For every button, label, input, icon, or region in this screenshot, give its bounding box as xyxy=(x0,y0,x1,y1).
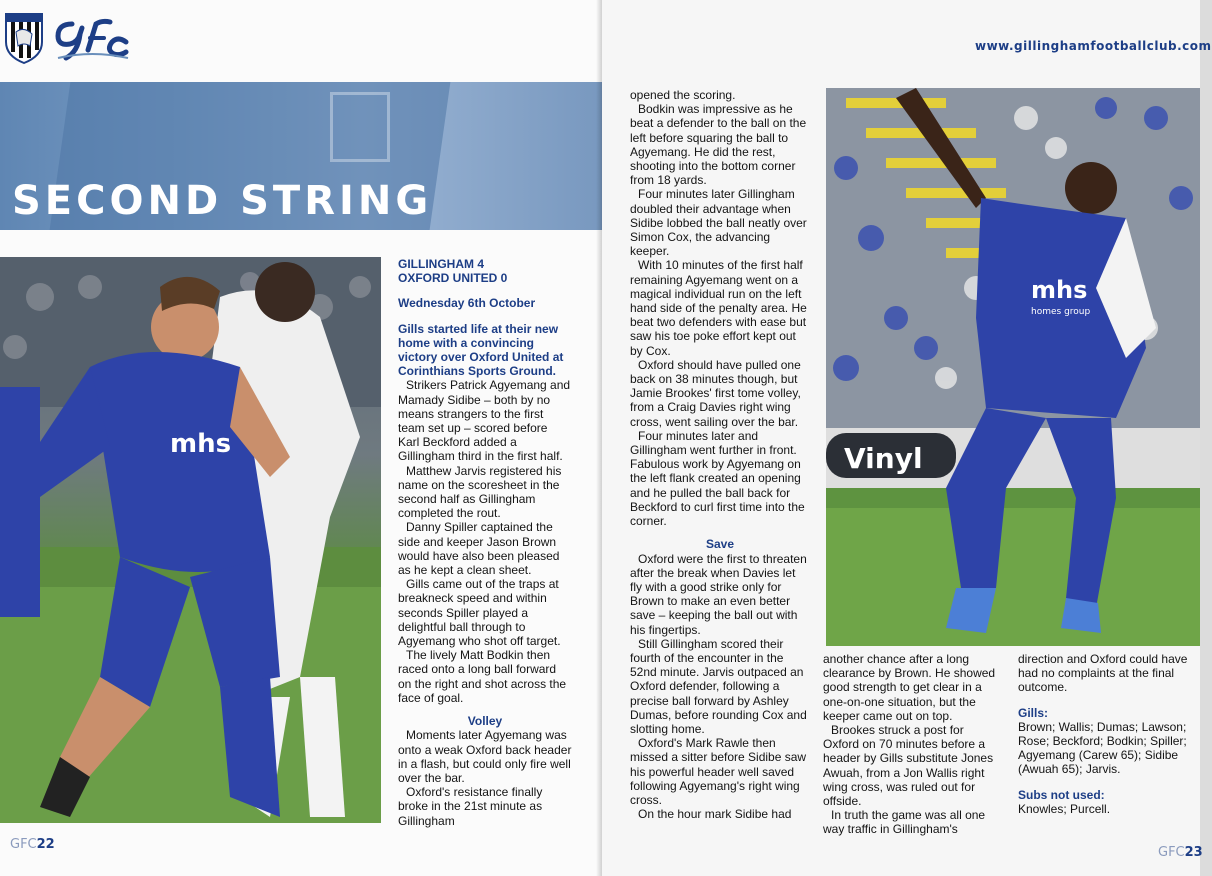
article-paragraph: another chance after a long clearance by Brown. He showed good strength to get clear in a one-on-one situation, but the keeper came out on top. xyxy=(823,652,996,723)
article-paragraph: With 10 minutes of the first half remaining Agyemang went on a magical individual run on the left hand side of the penalty area. He beat two defenders with ease but saw his toe poke effort kept out by Cox. xyxy=(630,258,807,358)
article-column-2 xyxy=(630,88,810,821)
celebration-photo xyxy=(826,88,1200,646)
article-paragraph: Oxford's resistance finally broke in the 21st minute as Gillingham xyxy=(398,785,543,828)
article-column-1 xyxy=(398,257,572,828)
shirt-sponsor-subtitle: homes group xyxy=(1031,307,1091,317)
article-paragraph: Brookes struck a post for Oxford on 70 minutes before a header by Gills substitute Jones Awuah, from a Jon Wallis right wing cross, was ruled out for offside. xyxy=(823,723,994,809)
celebration-illustration xyxy=(826,88,1200,646)
match-action-photo xyxy=(0,257,381,823)
article-lead: Gills started life at their new home with a convincing victory over Oxford United at Corinthians Sports Ground. xyxy=(398,321,564,379)
article-paragraph: Oxford were the first to threaten after the break when Davies let fly with a good strike only for Brown to make an even better save – keeping the ball out with his fingertips. xyxy=(630,551,807,637)
article-paragraph: On the hour mark Sidibe had xyxy=(638,807,792,822)
website-url: www.gillinghamfootballclub.com xyxy=(975,39,1212,53)
club-crest-icon xyxy=(4,12,44,64)
article-paragraph: Oxford should have pulled one back on 38 minutes though, but Jamie Brookes' first tome volley, from a Craig Davies right wing cross, went sailing over the bar. xyxy=(630,357,801,429)
article-paragraph: Four minutes later Gillingham doubled their advantage when Sidibe lobbed the ball neatly over Simon Cox, the advancing keeper. xyxy=(630,187,807,259)
match-date: Wednesday 6th October xyxy=(398,296,536,311)
page-title: SECOND STRING xyxy=(12,178,433,224)
article-paragraph: Matthew Jarvis registered his name on the scoresheet in the second half as Gillingham completed the rout. xyxy=(398,463,562,521)
article-paragraph: In truth the game was all one way traffic in Gillingham's xyxy=(823,808,986,837)
gfc-logo-icon xyxy=(52,14,130,64)
article-paragraph: direction and Oxford could have had no complaints at the final outcome. xyxy=(1018,652,1188,695)
team-label: Gills: xyxy=(1018,705,1049,720)
article-paragraph: Oxford's Mark Rawle then missed a sitter before Sidibe saw his powerful header well saved following Agyemang's right wing cross. xyxy=(630,736,807,807)
article-column-3 xyxy=(823,652,1003,837)
shirt-sponsor-left: mhs xyxy=(170,429,232,459)
subs-label: Subs not used: xyxy=(1018,787,1105,802)
article-paragraph: Gills came out of the traps at breakneck speed and within seconds Spiller played a delightful ball through to Agyemang who shot off target. xyxy=(398,577,561,649)
match-action-illustration xyxy=(0,257,381,823)
article-paragraph: Moments later Agyemang was onto a weak Oxford back header in a flash, but could only fire well over the bar. xyxy=(398,728,572,785)
article-paragraph: Strikers Patrick Agyemang and Mamady Sidibe – both by no means strangers to the first team set up – scored before Karl Beckford added a Gillingham third in the first half. xyxy=(398,378,571,464)
subs-list: Knowles; Purcell. xyxy=(1018,801,1111,816)
article-paragraph: Four minutes later and Gillingham went further in front. Fabulous work by Agyemang on the left flank created an opening and he pulled the ball back for Beckford to curl first time into the corner. xyxy=(630,428,805,529)
score-line-away: OXFORD UNITED 0 xyxy=(398,271,508,286)
article-paragraph: Danny Spiller captained the side and keeper Jason Brown would have also been pleased as he kept a clean sheet. xyxy=(398,520,560,578)
article-paragraph: opened the scoring. xyxy=(630,88,736,102)
subhead-volley: Volley xyxy=(467,714,503,729)
article-paragraph: Bodkin was impressive as he beat a defender to the ball on the left before squaring the ball to Agyemang. He did the rest, shooting into the bottom corner from 18 yards. xyxy=(630,102,807,188)
stadium-hoarding-text: Vinyl xyxy=(844,442,923,475)
subhead-save: Save xyxy=(705,537,735,552)
article-column-4 xyxy=(1018,652,1190,816)
shirt-sponsor-right: mhs xyxy=(1031,276,1088,304)
banner-crest-watermark xyxy=(330,92,390,162)
score-line-home: GILLINGHAM 4 xyxy=(398,257,484,271)
page-number-right: GFC23 xyxy=(1158,845,1203,860)
left-page xyxy=(0,0,602,876)
page-number-left: GFC22 xyxy=(10,837,55,852)
article-paragraph: The lively Matt Bodkin then raced onto a long ball forward on the right and shot across the face of goal. xyxy=(398,648,567,705)
article-paragraph: Still Gillingham scored their fourth of the encounter in the 52nd minute. Jarvis outpaced an Oxford defender, following a precise ball forward by Ashley Dumas, before rounding Cox and slotting home. xyxy=(630,636,807,736)
team-lineup: Brown; Wallis; Dumas; Lawson; Rose; Beckford; Bodkin; Spiller; Agyemang (Carew 65); Sidibe (Awuah 65); Jarvis. xyxy=(1018,719,1187,777)
